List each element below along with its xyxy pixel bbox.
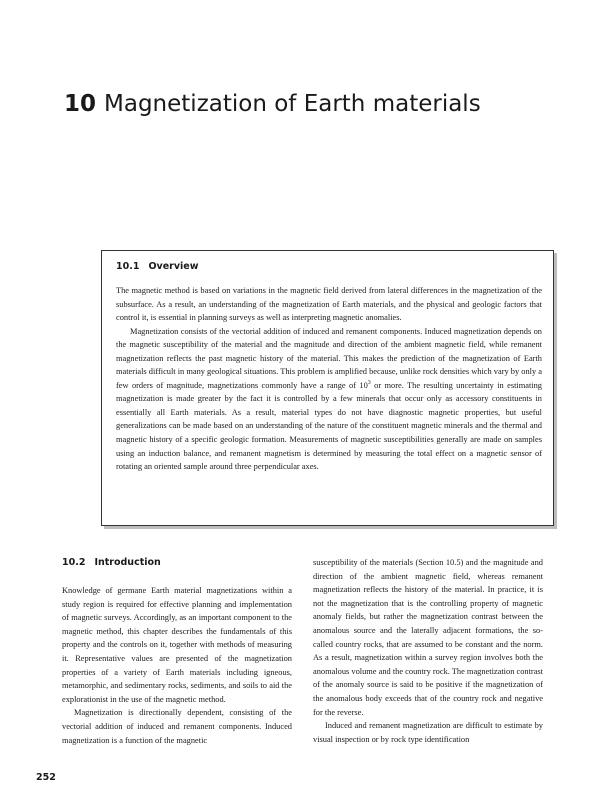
- page-number: 252: [36, 772, 56, 783]
- overview-paragraph-2-part-b: or more. The resulting uncertainty in estimating magnetization is made greater by the fact it is controlled by a few minerals that occur only as accessory constituents in essentially all Earth materials. As a result, material types do not have diagnostic magnetic properties, but useful generalizations can be made based on an understanding of the nature of the constituent magnetic minerals and the thermal and magnetic history of a specific geologic formation. Measurements of magnetic susceptibilities generally are made on samples using an induction balance, and remanent magnetism is determined by measuring the total effect on a magnetic sensor of rotating an oriented sample around three perpendicular axes.: [116, 380, 542, 472]
- introduction-section-title: Introduction: [94, 557, 161, 568]
- introduction-section-number: 10.2: [62, 557, 86, 568]
- left-column: [62, 556, 292, 786]
- chapter-title: [64, 88, 584, 120]
- chapter-number: 10: [64, 91, 97, 117]
- exponent-superscript: 3: [367, 380, 371, 387]
- introduction-paragraph-3: susceptibility of the materials (Section 10.5) and the magnitude and direction of the ambient magnetic field, whereas remanent magnetization reflects the history of the material. In practice, it is not the magnetization that is the controlling property of magnetic anomaly fields, but rather the magnetization contrast between the anomalous source and the laterally adjacent formations, the so-called country rocks, that are assumed to be constant and the norm. As a result, magnetization within a survey region involves both the anomalous volume and the country rock. The magnetization contrast of the anomaly source is said to be positive if the magnetization of the anomalous body exceeds that of the country rock and negative for the reverse.: [313, 558, 543, 717]
- introduction-paragraph-2: Magnetization is directionally dependent, consisting of the vectorial addition of induced and remanent components. Induced magnetization is a function of the magnetic: [62, 708, 292, 745]
- overview-body: [116, 284, 542, 474]
- introduction-paragraph-4: Induced and remanent magnetization are difficult to estimate by visual inspection or by rock type identification: [313, 721, 543, 744]
- overview-paragraph-1: The magnetic method is based on variations in the magnetic field derived from lateral differences in the magnetization of the subsurface. As a result, an understanding of the magnetization of Earth materials, and the physical and geologic factors that control it, is essential in planning surveys as well as interpreting magnetic anomalies.: [116, 286, 542, 323]
- overview-section-title: Overview: [148, 261, 199, 272]
- introduction-paragraph-1: Knowledge of germane Earth material magnetizations within a study region is required for effective planning and implementation of magnetic surveys. Accordingly, as an important component to the magnetic method, this chapter describes the fundamentals of this property and the controls on it, together with methods of measuring it. Representative values are presented of the magnetization properties of a variety of Earth materials including igneous, metamorphic, and sedimentary rocks, sediments, and soils to aid the explorationist in the use of the magnetic method.: [62, 586, 292, 704]
- overview-paragraph-2-part-a: Magnetization consists of the vectorial addition of induced and remanent components. Induced magnetization depends on the magnetic susceptibility of the material and the magnitude and direction of the ambient magnetic field, while remanent magnetization reflects the past magnetic history of the material. This makes the prediction of the magnetization of Earth materials difficult in many geological situations. This problem is amplified because, unlike rock densities which vary by only a few orders of magnitude, magnetizations commonly have a range of 10: [116, 326, 542, 390]
- overview-paragraph-2: [116, 325, 542, 474]
- right-column: [313, 556, 543, 786]
- overview-heading: [116, 260, 199, 274]
- overview-box: [101, 250, 554, 526]
- introduction-heading: [62, 556, 292, 570]
- chapter-title-text: Magnetization of Earth materials: [104, 91, 481, 117]
- overview-section-number: 10.1: [116, 261, 140, 272]
